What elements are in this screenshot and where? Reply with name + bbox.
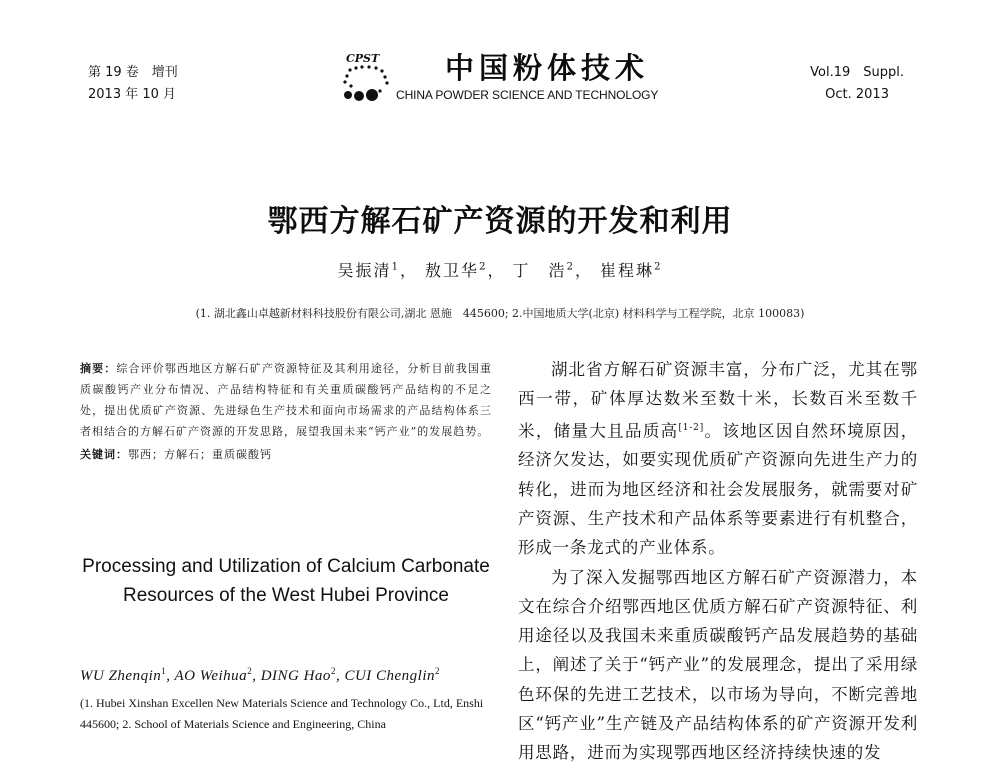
issue-cn: 第 19 卷 增刊 — [88, 65, 178, 80]
abstract-label: 摘要： — [80, 362, 117, 375]
en-author-sep: , — [252, 668, 261, 684]
keywords-text: 鄂西；方解石；重质碳酸钙 — [128, 448, 272, 461]
en-author-sep: , — [335, 668, 345, 684]
keywords — [80, 444, 492, 465]
author-sup: 2 — [654, 261, 663, 273]
logo-dots — [343, 65, 388, 101]
author-sup: 1 — [391, 261, 400, 273]
en-author-sup: 2 — [247, 666, 253, 676]
abstract-block — [80, 358, 492, 465]
abstract-text: 综合评价鄂西地区方解石矿产资源特征及其利用途径，分析目前我国重质碳酸钙产业分布情况、产品结构特征和有关重质碳酸钙产品结构的不足之处，提出优质矿产资源、先进绿色生产技术和面向市场需求的产品结构体系三者相结合的方解石矿产资源的开发思路，展望我国未来“钙产业”的发展趋势。 — [80, 362, 493, 438]
author-sep: ， — [574, 261, 593, 280]
body-p1-part-b: 。该地区因自然环境原因，经济欠发达，如要实现优质矿产资源向先进生产力的转化，进而为地区经济和社会发展服务，就需要对矿产资源、生产技术和产品体系等要素进行有机整合，形成一条龙式的产业体系。 — [518, 421, 918, 558]
english-affiliation: (1. Hubei Xinshan Excellen New Materials Science and Technology Co., Ltd, Enshi 445600; 2. School of Materials Science and Engineering, China — [80, 696, 484, 731]
en-author-name: DING Hao — [260, 668, 331, 684]
abstract — [80, 358, 492, 442]
author-sep: ， — [399, 261, 418, 280]
author-sup: 2 — [566, 261, 575, 273]
logo-letters: CPST — [346, 52, 380, 65]
date-cn: 2013 年 10 月 — [88, 87, 177, 102]
keywords-label: 关键词： — [80, 448, 128, 461]
en-author-sup: 1 — [161, 666, 167, 676]
en-author-name: WU Zhenqin — [80, 668, 162, 684]
en-author-sep: , — [166, 668, 175, 684]
author-name: 吴振清 — [337, 261, 392, 280]
journal-header-right — [810, 62, 904, 106]
author-name: 丁 浩 — [512, 261, 567, 280]
issue-en: Vol.19 Suppl. — [810, 65, 904, 80]
author-sep: ， — [487, 261, 506, 280]
en-author-sup: 2 — [435, 666, 441, 676]
journal-name-en: CHINA POWDER SCIENCE AND TECHNOLOGY — [396, 88, 659, 102]
author-name: 崔程琳 — [600, 261, 655, 280]
english-author-list — [80, 666, 492, 685]
author-sup: 2 — [479, 261, 488, 273]
en-author-name: CUI Chenglin — [344, 668, 436, 684]
journal-header-left — [88, 62, 178, 106]
english-title: Processing and Utilization of Calcium Carbonate Resources of the West Hubei Province — [82, 556, 490, 606]
affiliation: (1. 湖北鑫山卓越新材料科技股份有限公司,湖北 恩施 445600; 2.中国地质大学(北京) 材料科学与工程学院，北京 100083) — [195, 307, 805, 320]
journal-name-cn: 中国粉体技术 — [445, 51, 650, 85]
body-text — [518, 355, 918, 768]
citation: [1-2] — [678, 422, 705, 433]
en-author-name: AO Weihua — [174, 668, 248, 684]
article-title: 鄂西方解石矿产资源的开发和利用 — [267, 204, 733, 239]
body-p1-part-a: 湖北省方解石矿资源丰富，分布广泛，尤其在鄂西一带，矿体厚达数米至数十米，长数百米至数千米，储量大且品质高 — [518, 360, 918, 441]
author-list — [0, 258, 1000, 281]
body-paragraph: 为了深入发掘鄂西地区方解石矿产资源潜力，本文在综合介绍鄂西地区优质方解石矿产资源特征、利用途径以及我国未来重质碳酸钙产品发展趋势的基础上，阐述了关于“钙产业”的发展理念，提出了采用绿色环保的先进工艺技术，以市场为导向，不断完善地区“钙产业”生产链及产品结构体系的矿产资源开发利用思路，进而为实现鄂西地区经济持续快速的发 — [518, 567, 918, 763]
body-paragraph — [518, 355, 918, 563]
author-name: 敖卫华 — [425, 261, 480, 280]
date-en: Oct. 2013 — [825, 87, 889, 102]
en-author-sup: 2 — [330, 666, 336, 676]
